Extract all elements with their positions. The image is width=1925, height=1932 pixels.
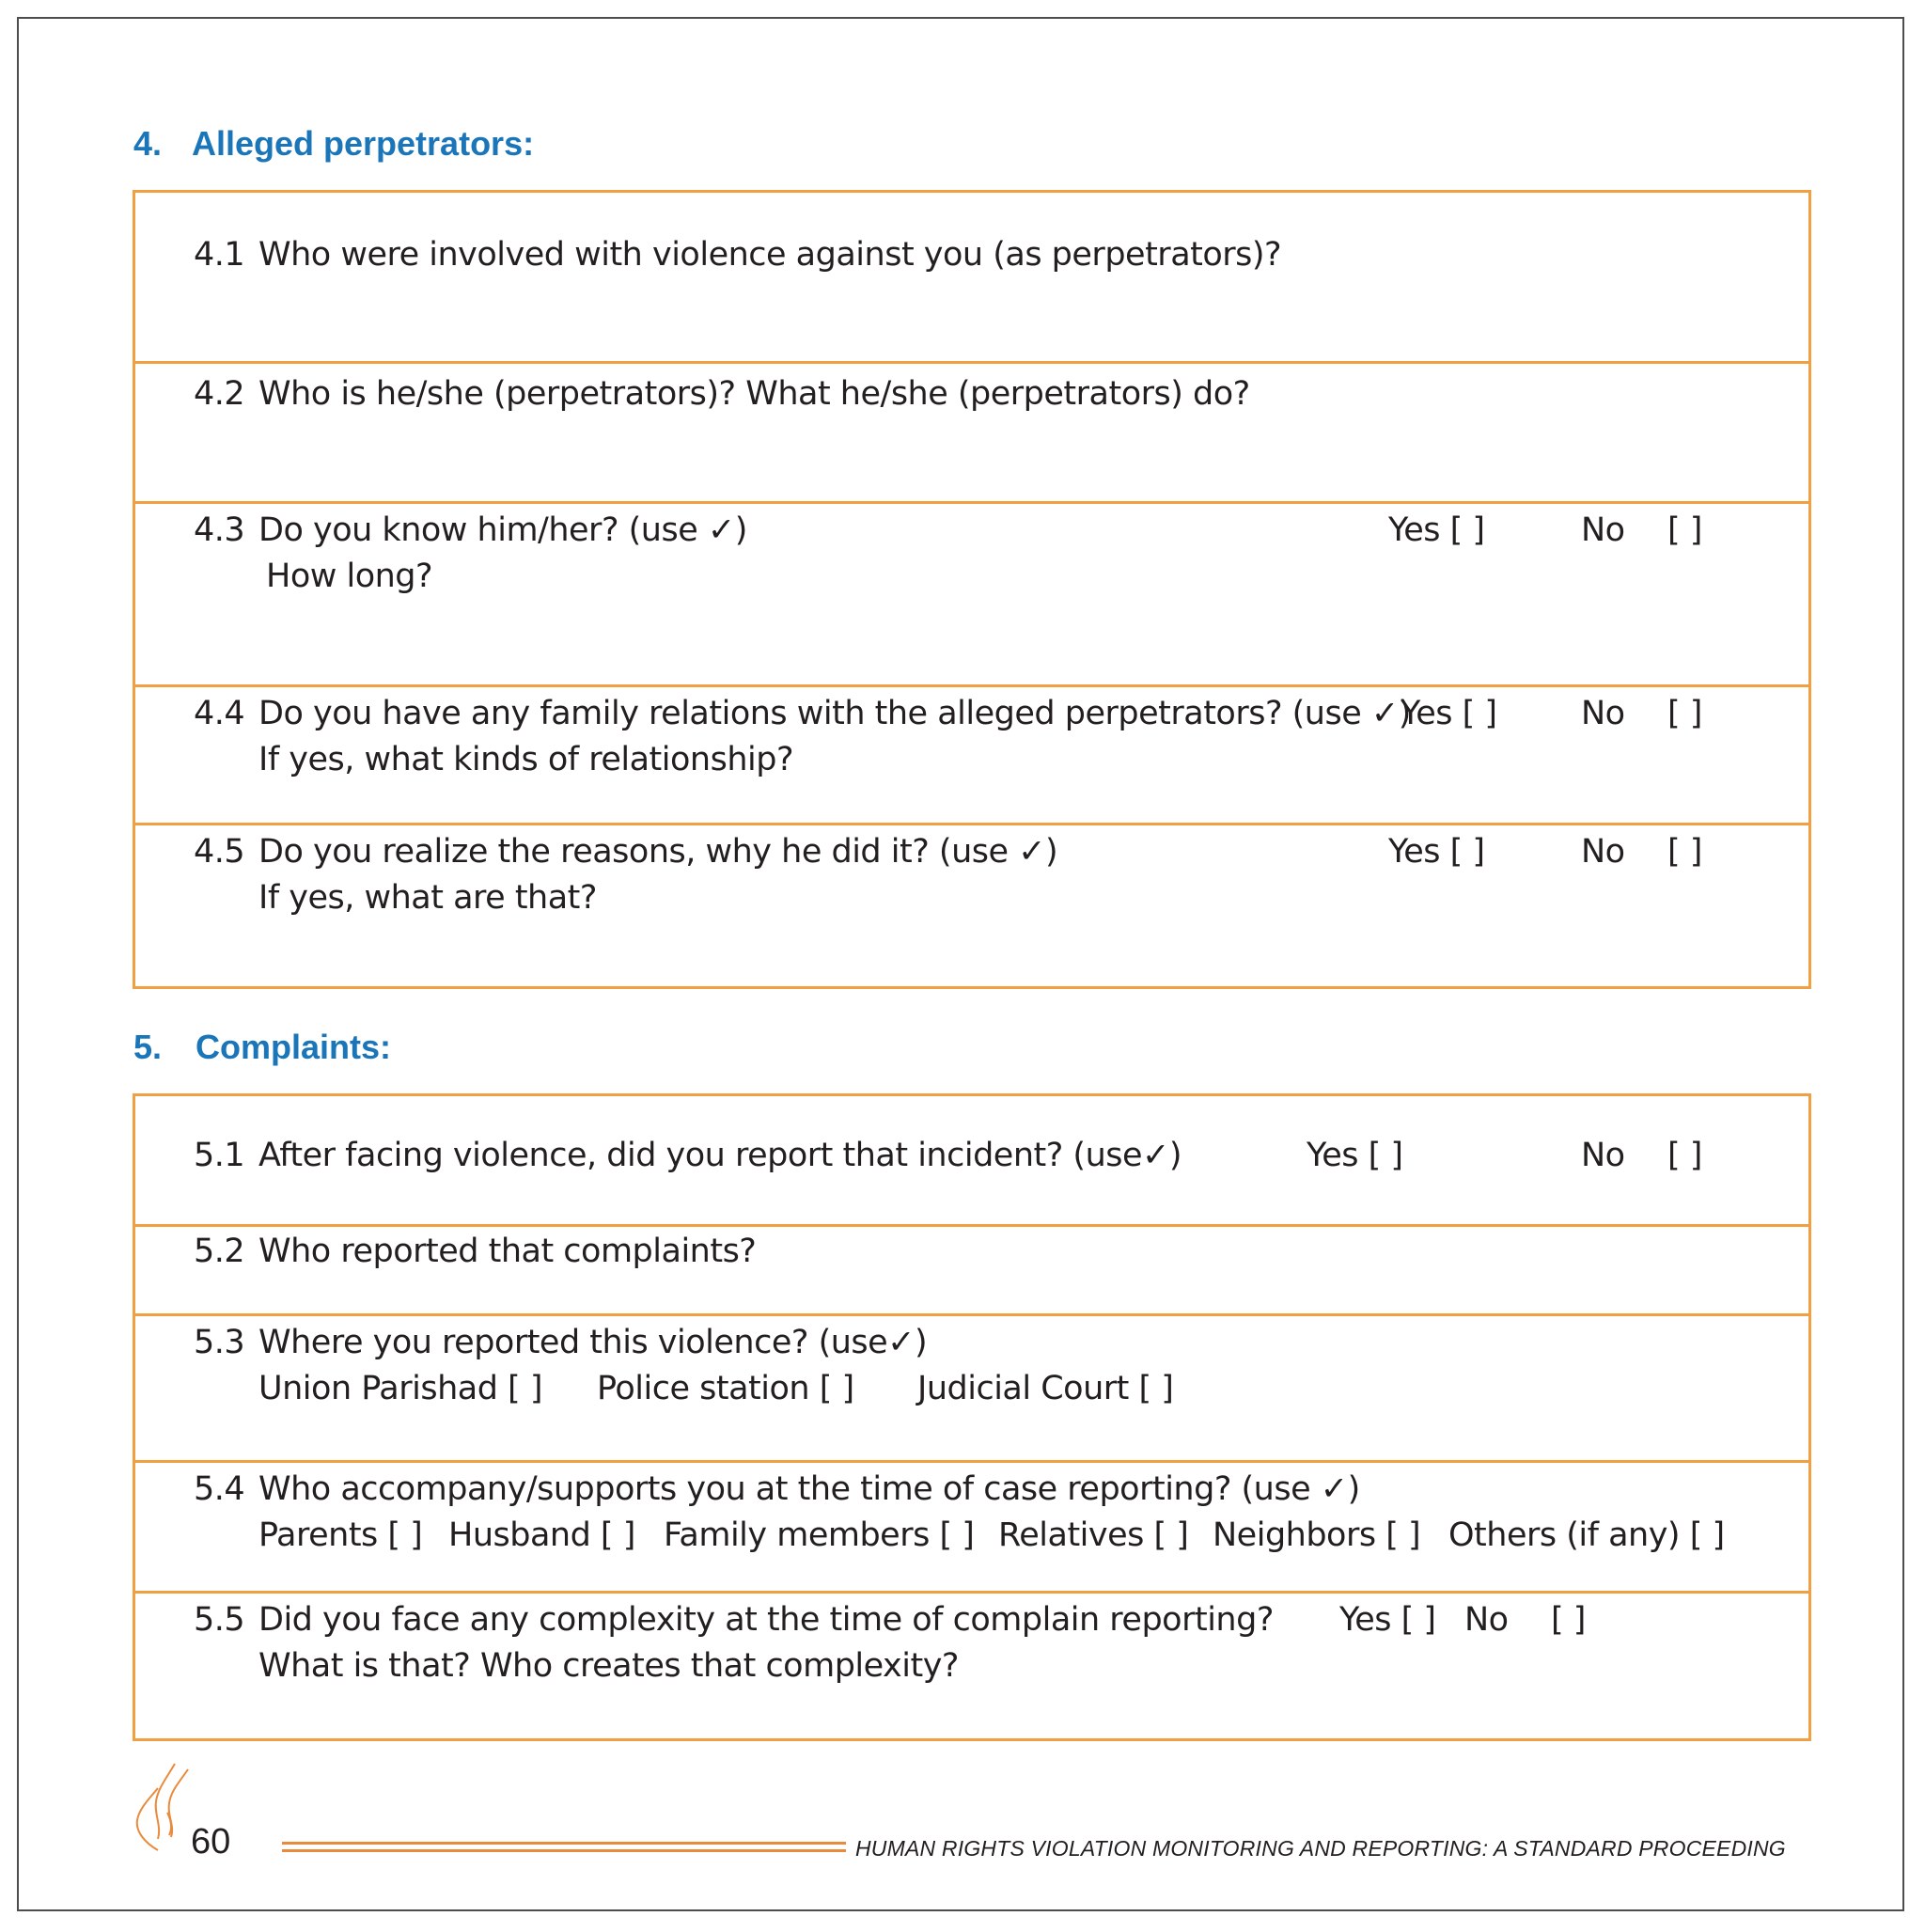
form-row-4-4 <box>135 684 1808 825</box>
no-checkbox[interactable]: [ ] <box>1551 1601 1586 1639</box>
no-label: No <box>1581 511 1625 549</box>
option-police-station[interactable]: Police station [ ] <box>597 1370 854 1407</box>
option-neighbors[interactable]: Neighbors [ ] <box>1213 1516 1421 1554</box>
form-row-4-2 <box>135 361 1808 502</box>
yes-checkbox[interactable]: Yes [ ] <box>1388 511 1485 549</box>
form-row-5-3 <box>135 1313 1808 1462</box>
question-text: Who were involved with violence against you (as perpetrators)? <box>258 236 1282 274</box>
yes-checkbox[interactable]: Yes [ ] <box>1307 1137 1403 1174</box>
section-4-form <box>133 190 1811 989</box>
section-4-heading <box>133 124 534 164</box>
option-union-parishad[interactable]: Union Parishad [ ] <box>258 1370 542 1407</box>
section-5-title: Complaints: <box>196 1028 392 1066</box>
section-5-heading <box>133 1028 391 1067</box>
no-checkbox[interactable]: [ ] <box>1667 511 1702 549</box>
question-text: Where you reported this violence? (use✓) <box>258 1324 928 1361</box>
no-label: No <box>1581 1137 1625 1174</box>
form-row-4-5 <box>135 823 1808 986</box>
form-row-5-4 <box>135 1460 1808 1593</box>
question-text: Who is he/she (perpetrators)? What he/she (perpetrators) do? <box>258 375 1250 413</box>
form-row-5-2 <box>135 1224 1808 1314</box>
no-checkbox[interactable]: [ ] <box>1667 833 1702 871</box>
question-text: Who accompany/supports you at the time of case reporting? (use ✓) <box>258 1470 1360 1508</box>
question-text: Do you realize the reasons, why he did it? (use ✓) <box>258 833 1058 871</box>
option-others[interactable]: Others (if any) [ ] <box>1448 1516 1725 1554</box>
footer-rule <box>282 1849 846 1852</box>
question-text: Did you face any complexity at the time of complain reporting? <box>258 1601 1274 1639</box>
option-husband[interactable]: Husband [ ] <box>448 1516 635 1554</box>
section-5-form <box>133 1093 1811 1741</box>
form-row-5-1 <box>135 1096 1808 1226</box>
question-text: After facing violence, did you report that incident? (use✓) <box>258 1137 1182 1174</box>
no-label: No <box>1464 1601 1509 1639</box>
question-subtext: If yes, what kinds of relationship? <box>258 741 794 778</box>
option-family-members[interactable]: Family members [ ] <box>664 1516 975 1554</box>
form-row-4-3 <box>135 501 1808 686</box>
question-text: Do you have any family relations with the alleged perpetrators? (use ✓) <box>258 695 1411 732</box>
yes-checkbox[interactable]: Yes [ ] <box>1388 833 1485 871</box>
footer-rule <box>282 1842 846 1845</box>
option-relatives[interactable]: Relatives [ ] <box>998 1516 1189 1554</box>
question-number: 5.5 <box>194 1601 245 1639</box>
question-number: 4.5 <box>194 833 245 871</box>
no-checkbox[interactable]: [ ] <box>1667 1137 1702 1174</box>
section-4-number: 4. <box>133 124 163 163</box>
option-judicial-court[interactable]: Judicial Court [ ] <box>917 1370 1174 1407</box>
question-number: 4.2 <box>194 375 245 413</box>
no-checkbox[interactable]: [ ] <box>1667 695 1702 732</box>
question-subtext: What is that? Who creates that complexity? <box>258 1647 960 1685</box>
no-label: No <box>1581 833 1625 871</box>
question-number: 5.2 <box>194 1233 245 1270</box>
footer-title: HUMAN RIGHTS VIOLATION MONITORING AND REPORTING: A STANDARD PROCEEDING <box>855 1836 1786 1861</box>
no-label: No <box>1581 695 1625 732</box>
question-number: 5.4 <box>194 1470 245 1508</box>
question-subtext: How long? <box>266 558 433 595</box>
question-number: 5.1 <box>194 1137 245 1174</box>
question-number: 4.1 <box>194 236 245 274</box>
question-number: 5.3 <box>194 1324 245 1361</box>
form-row-5-5 <box>135 1591 1808 1738</box>
decorative-logo-icon <box>130 1760 196 1854</box>
section-5-number: 5. <box>133 1028 163 1066</box>
form-row-4-1 <box>135 193 1808 363</box>
yes-checkbox[interactable]: Yes [ ] <box>1339 1601 1436 1639</box>
question-subtext: If yes, what are that? <box>258 879 597 917</box>
question-text: Who reported that complaints? <box>258 1233 757 1270</box>
section-4-title: Alleged perpetrators: <box>192 124 535 163</box>
yes-checkbox[interactable]: Yes [ ] <box>1401 695 1497 732</box>
question-text: Do you know him/her? (use ✓) <box>258 511 747 549</box>
option-parents[interactable]: Parents [ ] <box>258 1516 423 1554</box>
page-number: 60 <box>191 1822 231 1861</box>
question-number: 4.4 <box>194 695 245 732</box>
question-number: 4.3 <box>194 511 245 549</box>
